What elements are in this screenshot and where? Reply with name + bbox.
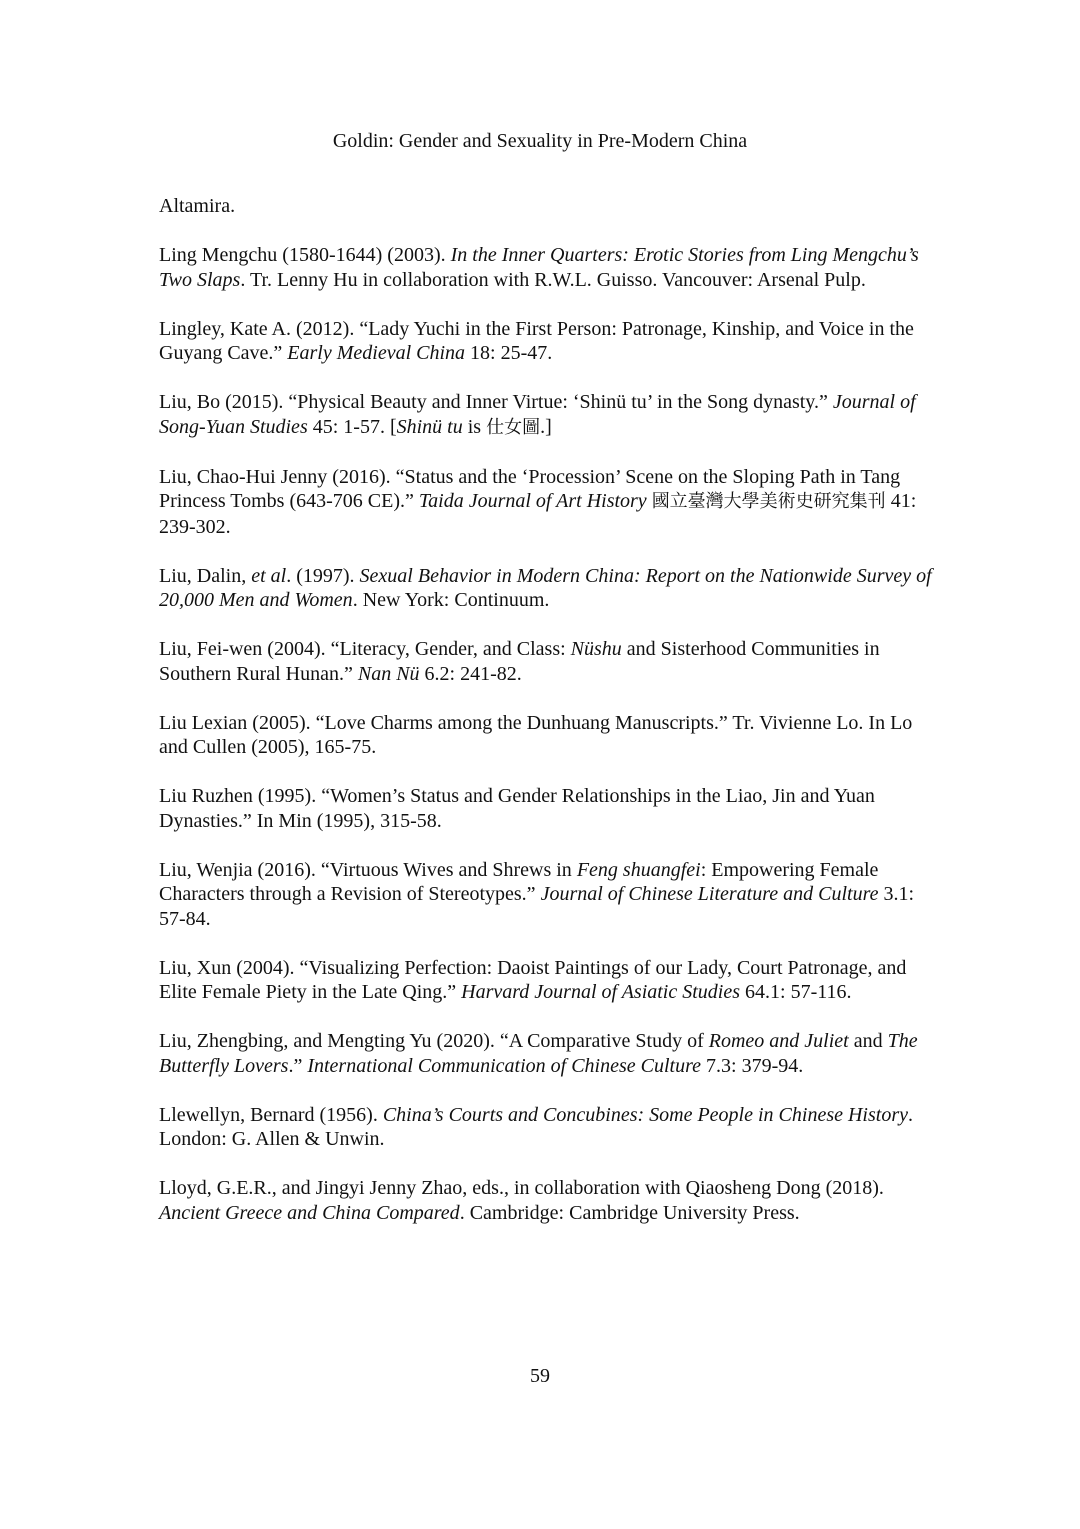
reference-entry [159, 1103, 939, 1152]
reference-cjk-text: 國立臺灣大學美術史研究集刊 [651, 491, 886, 512]
reference-text: Llewellyn, Bernard (1956). [159, 1103, 383, 1126]
reference-text: Lloyd, G.E.R., and Jingyi Jenny Zhao, eds., in collaboration with Qiaosheng Dong (2018). [159, 1177, 884, 1199]
reference-text: . New York: Continuum. [352, 589, 550, 611]
reference-text: . (1997). [286, 564, 360, 587]
reference-title-italic: International Communication of Chinese Culture [307, 1054, 702, 1077]
reference-title-italic: In the Inner Quarters: Erotic Stories from Ling Mengchu’s Two Slaps [159, 244, 919, 291]
reference-text: Liu, Dalin, [159, 564, 252, 587]
reference-text: Liu Ruzhen (1995). “Women’s Status and Gender Relationships in the Liao, Jin and Yuan Dynasties.” In Min (1995), 315-58. [159, 785, 875, 832]
reference-text: Liu, Fei-wen (2004). “Literacy, Gender, and Class: [159, 638, 571, 660]
reference-title-italic: Taida Journal of Art History [418, 490, 647, 512]
reference-entry [159, 637, 939, 686]
reference-text: 41: 239-302. [159, 490, 917, 538]
reference-text: .] [540, 415, 552, 438]
reference-text: 64.1: 57-116. [740, 981, 852, 1003]
reference-entry [159, 243, 939, 292]
reference-entry [159, 784, 939, 833]
reference-text: 7.3: 379-94. [701, 1054, 804, 1077]
reference-entry [159, 858, 939, 932]
reference-title-italic: Shinü tu [396, 415, 463, 438]
reference-entry [159, 711, 939, 760]
reference-title-italic: Romeo and Juliet [708, 1030, 849, 1052]
reference-text: is [462, 415, 487, 438]
reference-text: . Tr. Lenny Hu in collaboration with R.W.L. Guisso. Vancouver: Arsenal Pulp. [240, 268, 866, 291]
reference-text: Ling Mengchu (1580-1644) (2003). [159, 244, 451, 266]
reference-text: . London: G. Allen & Unwin. [159, 1103, 913, 1150]
reference-text: : Empowering Female Characters through a Revision of Stereotypes.” [159, 858, 879, 905]
reference-text: Liu, Chao-Hui Jenny (2016). “Status and the ‘Procession’ Scene on the Sloping Path in Tang Princess Tombs (643-706 CE).” [159, 465, 901, 512]
reference-title-italic: Feng shuangfei [576, 858, 701, 881]
reference-cjk-text: 仕女圖 [486, 416, 541, 438]
reference-entry [159, 390, 939, 440]
reference-text: 3.1: 57-84. [159, 883, 915, 930]
reference-title-italic: Early Medieval China [287, 342, 466, 364]
reference-text: 45: 1-57. [ [307, 415, 397, 438]
reference-title-italic: Nüshu [570, 638, 622, 660]
page-number: 59 [530, 1365, 550, 1387]
reference-text: Liu, Xun (2004). “Visualizing Perfection: Daoist Paintings of our Lady, Court Patronage, and Elite Female Piety in the Late Qing.” [159, 956, 907, 1003]
reference-text: and Sisterhood Communities in Southern Rural Hunan.” [159, 638, 880, 685]
reference-title-italic: Ancient Greece and China Compared [159, 1201, 460, 1224]
reference-title-italic: Nan Nü [357, 662, 420, 685]
reference-text: Liu, Bo (2015). “Physical Beauty and Inner Virtue: ‘Shinü tu’ in the Song dynasty.” [159, 391, 833, 413]
reference-text: Liu, Wenjia (2016). “Virtuous Wives and Shrews in [159, 858, 577, 881]
reference-entry [159, 1176, 939, 1225]
bibliography-list [159, 194, 939, 1250]
reference-title-italic: Journal of Song-Yuan Studies [159, 391, 916, 438]
reference-entry [159, 317, 939, 366]
reference-text: .” [288, 1054, 308, 1077]
reference-entry [159, 956, 939, 1005]
reference-entry [159, 194, 939, 219]
reference-title-italic: China’s Courts and Concubines: Some People in Chinese History [382, 1103, 908, 1126]
reference-title-italic: et al [251, 564, 287, 587]
reference-text: . Cambridge: Cambridge University Press. [459, 1201, 800, 1224]
reference-text: 6.2: 241-82. [419, 662, 522, 685]
reference-title-italic: The Butterfly Lovers [159, 1030, 918, 1077]
reference-text: Altamira. [159, 195, 236, 217]
reference-text: Lingley, Kate A. (2012). “Lady Yuchi in the First Person: Patronage, Kinship, and Voice in the Guyang Cave.” [159, 317, 914, 364]
reference-title-italic: Sexual Behavior in Modern China: Report on the Nationwide Survey of 20,000 Men and Women [159, 564, 932, 611]
reference-title-italic: Journal of Chinese Literature and Culture [540, 883, 879, 905]
reference-text: 18: 25-47. [465, 342, 553, 364]
reference-entry [159, 465, 939, 540]
reference-text: Liu Lexian (2005). “Love Charms among the Dunhuang Manuscripts.” Tr. Vivienne Lo. In Lo and Cullen (2005), 165-75. [159, 711, 913, 758]
reference-text: and [848, 1030, 888, 1052]
running-header: Goldin: Gender and Sexuality in Pre-Modern China [332, 130, 748, 152]
reference-entry [159, 564, 939, 613]
reference-text: Liu, Zhengbing, and Mengting Yu (2020). “A Comparative Study of [159, 1030, 709, 1052]
reference-entry [159, 1029, 939, 1078]
reference-title-italic: Harvard Journal of Asiatic Studies [461, 981, 741, 1003]
